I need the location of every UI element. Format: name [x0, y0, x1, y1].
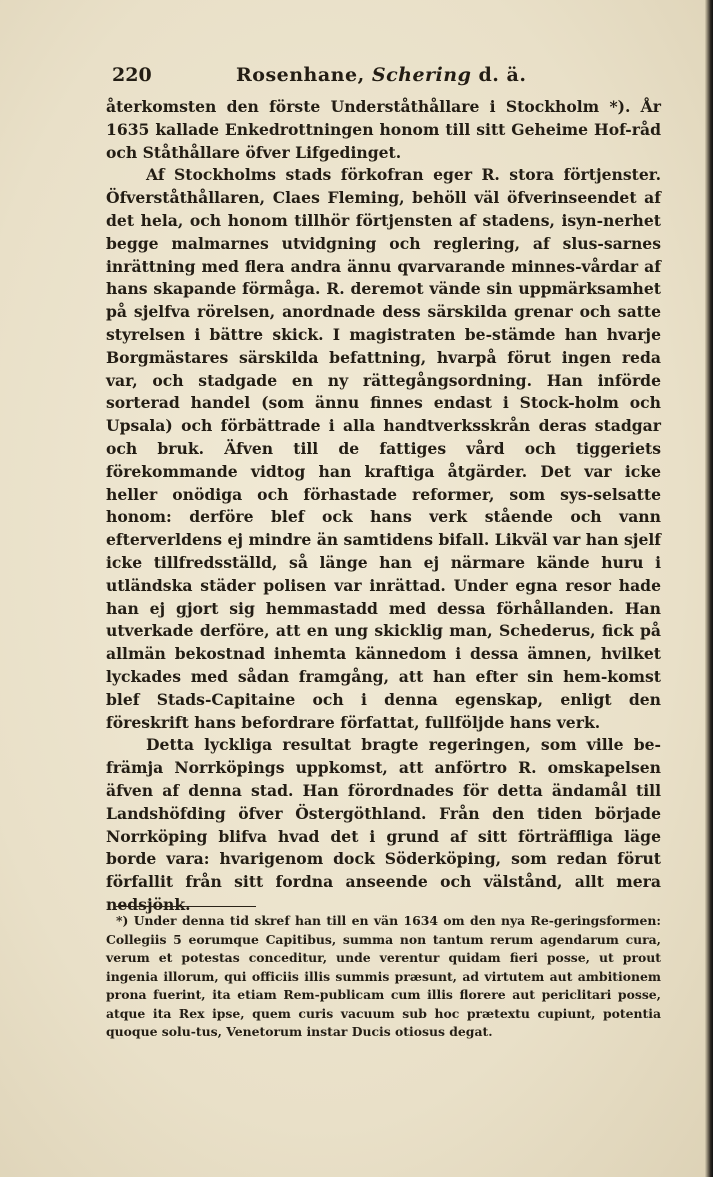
running-title-italic: Schering: [371, 64, 472, 86]
footnote-rule: [116, 906, 256, 907]
footnote-text: *) Under denna tid skref han till en vän 1634 om den nya Re-geringsformen: Collegiis 5 eorumque Capitibus, summa non tantum rerum agendarum cura, verum et potestas conceditur, unde verentur quidam fieri posse, ut prout ingenia illorum, qui officiis illis summis præsunt, ad virtutem aut ambitionem prona fuerint, ita etiam Rem-publicam cum illis florere aut periclitari posse, atque ita Rex ipse, quem curis vacuum sub hoc prætextu cupiunt, potentia quoque solu-tus, Venetorum instar Ducis otiosus degat.: [106, 913, 661, 1039]
running-header: [112, 64, 592, 88]
running-title: [236, 64, 526, 86]
running-title-suffix: d. ä.: [478, 64, 527, 86]
page-edge: [705, 0, 713, 1177]
main-text: [106, 96, 661, 917]
paragraph: Af Stockholms stads förkofran eger R. stora förtjenster. Öfverståthållaren, Claes Fleming, behöll väl öfverinseendet af det hela, och honom tillhör förtjensten af stadens, isyn-nerhet begge malmarnes utvidgning och reglering, af slus-sarnes inrättning med flera andra ännu qvarvarande minnes-vårdar af hans skapande förmåga. R. deremot vände sin uppmärksamhet på sjelfva rörelsen, anordnade dess särskilda grenar och satte styrelsen i bättre skick. I magistraten be-stämde han hvarje Borgmästares särskilda befattning, hvarpå förut ingen reda var, och stadgade en ny rättegångsordning. Han införde sorterad handel (som ännu finnes endast i Stock-holm och Upsala) och förbättrade i alla handtverksskrån deras stadgar och bruk. Äfven till de fattiges vård och tiggeriets förekommande vidtog han kraftiga åtgärder. Det var icke heller onödiga och förhastade reformer, som sys-selsatte honom: derföre blef ock hans verk stående och vann efterverldens ej mindre än samtidens bifall. Likväl var han sjelf icke tillfredsställd, så länge han ej närmare kände huru i utländska städer polisen var inrättad. Under egna resor hade han ej gjort sig hemmastadd med dessa förhållanden. Han utverkade derföre, att en ung skicklig man, Schederus, fick på allmän bekostnad inhemta kännedom i dessa ämnen, hvilket lyckades med sådan framgång, att han efter sin hem-komst blef Stads-Capitaine och i denna egenskap, enligt den föreskrift hans befordrare författat, fullföljde hans verk.: [106, 165, 661, 732]
paragraph-continuation: återkomsten den förste Underståthållare i Stockholm *). År 1635 kallade Enkedrottningen honom till sitt Geheime Hof-råd och Ståthållare öfver Lifgedinget.: [106, 97, 661, 162]
running-title-name: Rosenhane,: [236, 64, 365, 86]
paragraph: Detta lyckliga resultat bragte regeringen, som ville be-främja Norrköpings uppkomst, att anförtro R. omskapelsen äfven af denna stad. Han förordnades för detta ändamål till Landshöfding öfver Östergöthland. Från den tiden började Norrköping blifva hvad det i grund af sitt förträffliga läge borde vara: hvarigenom dock Söderköping, som redan förut förfallit från sitt fordna anseende och välstånd, allt mera nedsjönk.: [106, 735, 661, 914]
page-number: 220: [112, 64, 152, 86]
footnote: [106, 912, 661, 1042]
